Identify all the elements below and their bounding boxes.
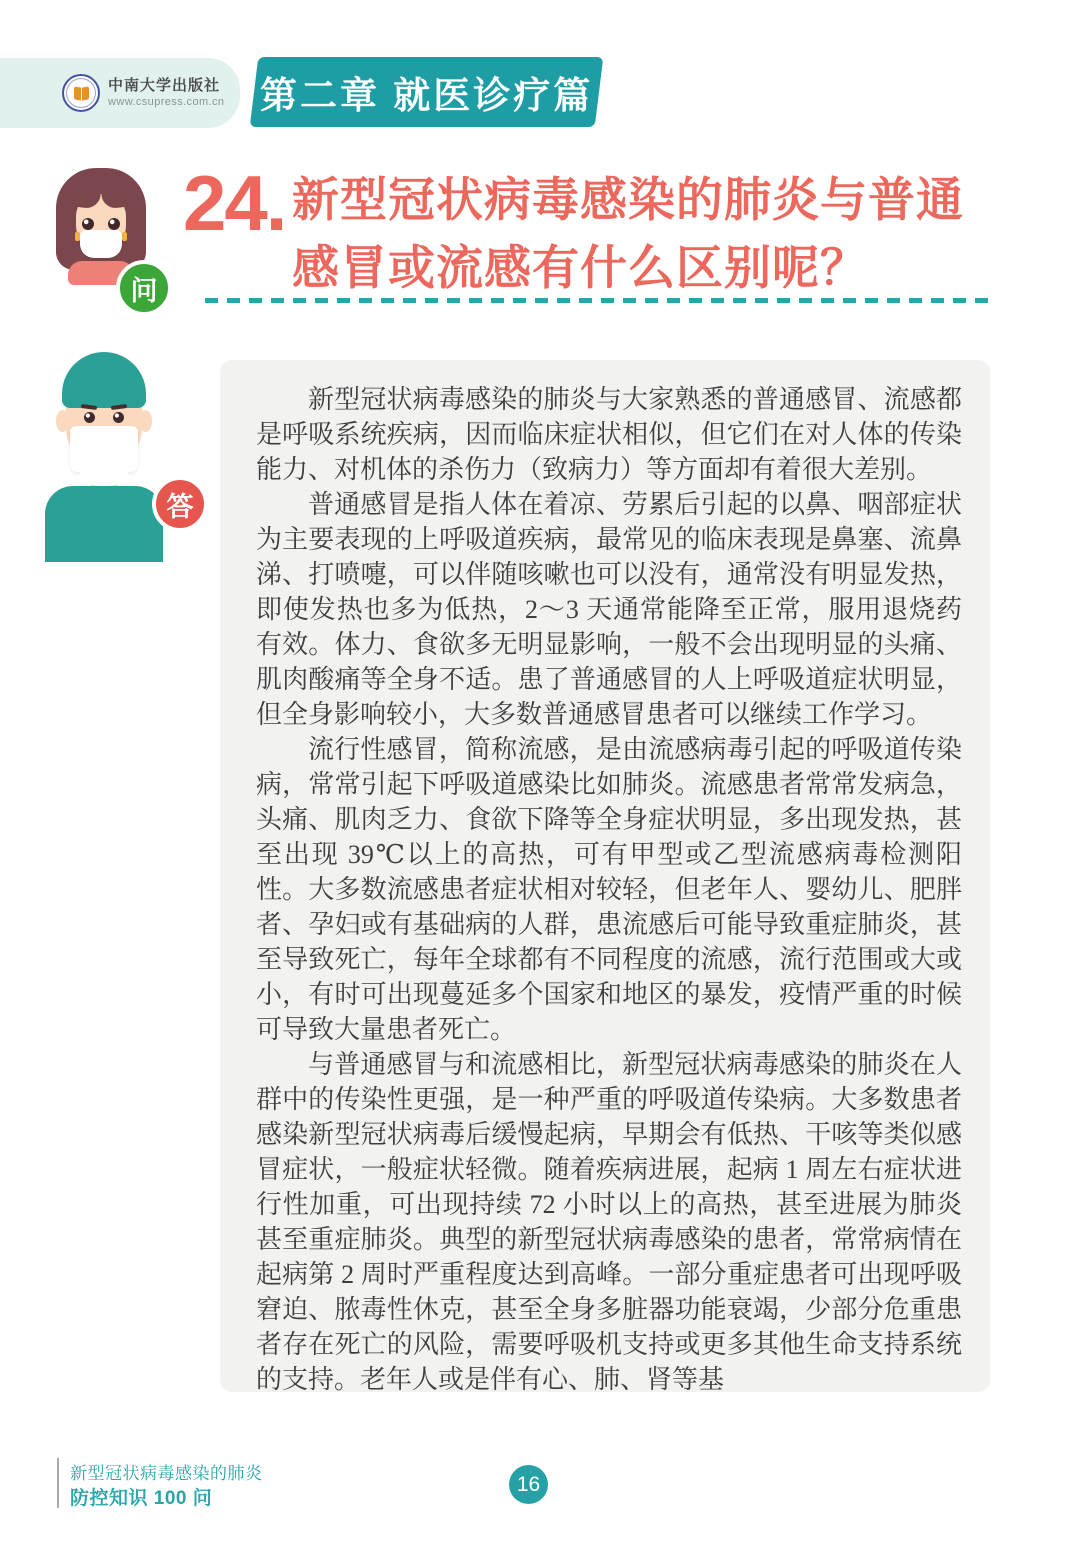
footer-divider <box>57 1458 59 1508</box>
open-book-icon <box>82 86 89 100</box>
surgical-cap-icon <box>62 352 146 408</box>
avatar-eye <box>82 218 94 230</box>
answer-paragraph: 新型冠状病毒感染的肺炎与大家熟悉的普通感冒、流感都是呼吸系统疾病，因而临床症状相似，但它们在对人体的传染能力、对机体的杀伤力（致病力）等方面却有着很大差别。 <box>256 385 962 484</box>
publisher-seal-icon <box>62 74 100 112</box>
chapter-banner <box>250 57 604 127</box>
avatar-eye <box>113 412 124 423</box>
question-badge: 问 <box>116 260 172 316</box>
publisher-text <box>108 77 224 109</box>
question-title-line1: 新型冠状病毒感染的肺炎与普通 <box>292 173 964 226</box>
face-mask-icon <box>78 464 130 486</box>
publisher-box <box>0 58 240 128</box>
face-mask-icon <box>80 230 122 258</box>
answer-paragraph: 流行性感冒，简称流感，是由流感病毒引起的呼吸道传染病，常常引起下呼吸道感染比如肺炎。流感患者常常发病急，头痛、肌肉乏力、食欲下降等全身症状明显，多出现发热，甚至出现 39℃以上的高热，可有甲型或乙型流感病毒检测阳性。大多数流感患者症状相对较轻，但老年人、婴幼儿、肥胖者、孕妇或有基础病的人群，患流感后可能导致重症肺炎，甚至导致死亡，每年全球都有不同程度的流感，流行范围或大或小，有时可出现蔓延多个国家和地区的暴发，疫情严重的时候可导致大量患者死亡。 <box>256 735 962 1044</box>
mask-strap <box>75 232 80 241</box>
answer-badge: 答 <box>152 476 208 532</box>
question-number: 24. <box>183 159 286 247</box>
mask-strap <box>122 232 127 241</box>
chapter-title: 第二章 就医诊疗篇 <box>259 75 594 116</box>
publisher-url: www.csupress.com.cn <box>108 96 225 108</box>
open-book-icon <box>74 86 81 100</box>
dashed-divider <box>205 298 990 303</box>
footer-book-subtitle: 防控知识 100 问 <box>70 1488 213 1509</box>
question-title <box>292 166 982 302</box>
page-number-badge: 16 <box>509 1465 548 1504</box>
doctor-avatar <box>45 352 163 562</box>
answer-text <box>256 382 962 1397</box>
answer-paragraph: 与普通感冒与和流感相比，新型冠状病毒感染的肺炎在人群中的传染性更强，是一种严重的呼吸道传染病。大多数患者感染新型冠状病毒后缓慢起病，早期会有低热、干咳等类似感冒症状，一般症状轻微。随着疾病进展，起病 1 周左右症状进行性加重，可出现持续 72 小时以上的高热，甚至进展为肺炎甚至重症肺炎。典型的新型冠状病毒感染的患者，常常病情在起病第 2 周时严重程度达到高峰。一部分重症患者可出现呼吸窘迫、脓毒性休克，甚至全身多脏器功能衰竭，少部分危重患者存在死亡的风险，需要呼吸机支持或更多其他生命支持系统的支持。老年人或是伴有心、肺、肾等基 <box>256 1050 962 1394</box>
avatar-eye <box>84 412 95 423</box>
question-title-line2: 感冒或流感有什么区别呢？ <box>292 241 868 294</box>
avatar-eye <box>108 218 120 230</box>
publisher-name: 中南大学出版社 <box>108 78 221 94</box>
answer-paragraph: 普通感冒是指人体在着凉、劳累后引起的以鼻、咽部症状为主要表现的上呼吸道疾病，最常见的临床表现是鼻塞、流鼻涕、打喷嚏，可以伴随咳嗽也可以没有，通常没有明显发热，即使发热也多为低热，2～3 天通常能降至正常，服用退烧药有效。体力、食欲多无明显影响，一般不会出现明显的头痛、肌肉酸痛等全身不适。患了普通感冒的人上呼吸道症状明显，但全身影响较小，大多数普通感冒患者可以继续工作学习。 <box>256 490 962 729</box>
footer-book-title: 新型冠状病毒感染的肺炎 <box>70 1464 263 1483</box>
avatar-scrubs <box>45 486 163 562</box>
